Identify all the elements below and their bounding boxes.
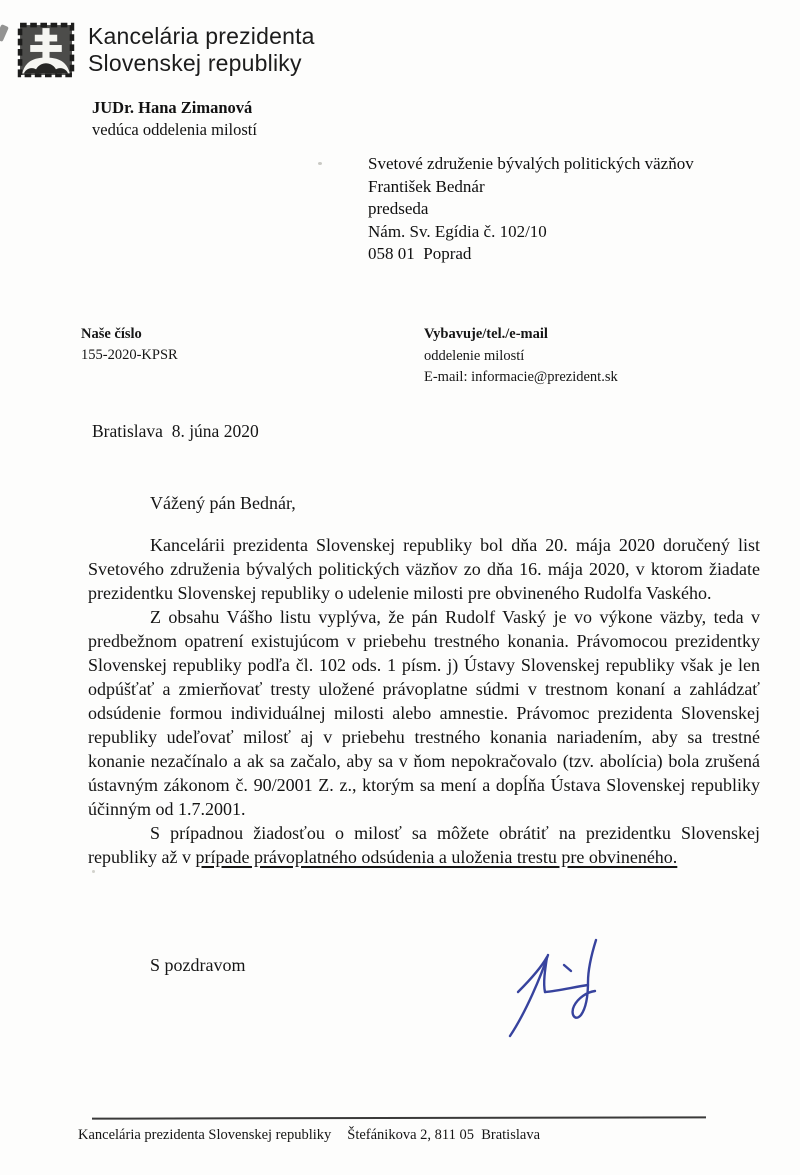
body-paragraph-3	[88, 821, 760, 869]
handler-department: oddelenie milostí	[424, 347, 525, 364]
scan-artifact	[318, 162, 322, 165]
closing-phrase: S pozdravom	[150, 955, 246, 975]
scan-artifact	[92, 870, 95, 873]
dateline: Bratislava 8. júna 2020	[92, 421, 259, 441]
author-name: JUDr. Hana Zimanová	[92, 98, 253, 117]
handler-block	[424, 324, 618, 389]
recipient-person: František Bednár	[368, 176, 485, 196]
office-name-line1: Kancelária prezidenta	[88, 23, 315, 49]
reference-number-value: 155-2020-KPSR	[81, 347, 178, 363]
footer-office-name: Kancelária prezidenta Slovenskej republiky	[78, 1127, 332, 1143]
body-paragraph-3-underlined: prípade právoplatného odsúdenia a uloženia trestu pre obvineného.	[195, 847, 678, 867]
recipient-city: 058 01 Poprad	[368, 244, 472, 263]
letter-body	[88, 533, 760, 869]
scan-artifact	[0, 24, 9, 42]
author-title: vedúca oddelenia milostí	[92, 120, 257, 139]
salutation: Vážený pán Bednár,	[150, 493, 296, 513]
recipient-address	[368, 153, 694, 266]
body-paragraph-2: Z obsahu Vášho listu vyplýva, že pán Rudolf Vaský je vo výkone väzby, teda v predbežnom opatrení existujúcom v priebehu trestného konania. Právomocou prezidentky Slovenskej republiky podľa čl. 102 ods. 1 písm. j) Ústavy Slovenskej republiky však je len odpúšťať a zmierňovať tresty uložené právoplatne súdmi v trestnom konaní a zahládzať odsúdenie formou individuálnej milosti alebo amnestie. Právomoc prezidenta Slovenskej republiky udeľovať milosť aj v priebehu trestného konania nariadením, aby sa trestné konanie nezačínalo a ak sa začalo, aby sa v ňom nepokračovalo (tzv. abolícia) bola zrušená ústavným zákonom č. 90/2001 Z. z., ktorým sa mení a dopĺňa Ústava Slovenskej republiky účinným od 1.7.2001.	[88, 607, 760, 819]
footer-divider	[92, 1116, 706, 1119]
reference-number-block	[81, 324, 178, 366]
body-paragraph-3-text: S prípadnou žiadosťou o milosť sa môžete obrátiť na prezidentku Slovenskej republiky až v	[88, 823, 760, 867]
handler-email: E-mail: informacie@prezident.sk	[424, 369, 618, 385]
recipient-organization: Svetové združenie bývalých politických väzňov	[368, 154, 694, 173]
footer-office-address: Štefánikova 2, 811 05 Bratislava	[347, 1127, 541, 1143]
coat-of-arms-stamp-icon	[17, 22, 75, 78]
reference-number-label: Naše číslo	[81, 326, 142, 342]
recipient-street: Nám. Sv. Egídia č. 102/10	[368, 221, 547, 241]
handler-label: Vybavuje/tel./e-mail	[424, 326, 548, 342]
letterhead-office-name	[88, 23, 315, 77]
office-name-line2: Slovenskej republiky	[88, 50, 302, 76]
recipient-role: predseda	[368, 199, 429, 218]
body-paragraph-1: Kancelárii prezidenta Slovenskej republiky bol dňa 20. mája 2020 doručený list Svetového združenia bývalých politických väzňov zo dňa 16. mája 2020, v ktorom žiadate prezidentku Slovenskej republiky o udelenie milosti pre obvineného Rudolfa Vaského.	[88, 535, 760, 603]
author-block	[92, 97, 257, 141]
footer	[78, 1127, 540, 1144]
handwritten-signature	[498, 936, 618, 1066]
